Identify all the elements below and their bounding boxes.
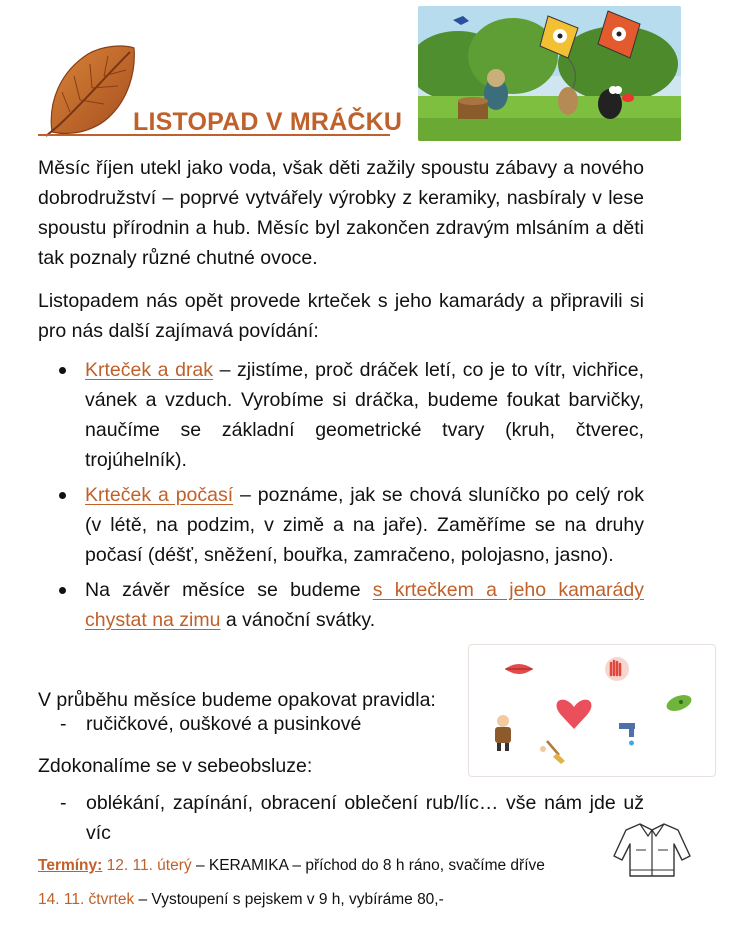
- link-chystat-na-zimu[interactable]: s krtečkem a jeho kamarády chystat na zimu: [85, 579, 644, 631]
- heart-icon: [557, 700, 592, 729]
- leaf-green-icon: [664, 692, 693, 714]
- bullet-dot: [59, 367, 66, 374]
- bullet-prefix: Na závěr měsíce se budeme: [85, 579, 373, 601]
- term-row-1: [38, 855, 545, 877]
- jacket-icon: [612, 820, 692, 878]
- link-krtecek-a-pocasi[interactable]: Krteček a počasí: [85, 484, 234, 506]
- second-paragraph: Listopadem nás opět provede krteček s jeho kamarády a připravili si pro nás další zajímavá povídání:: [38, 290, 644, 342]
- term-row-2: [38, 889, 444, 911]
- list-item: [38, 480, 644, 570]
- self-service-item-text: oblékání, zapínání, obracení oblečení rub/líc… vše nám jde už víc: [86, 792, 644, 844]
- bullet-text: – poznáme, jak se chová sluníčko po celý rok (v létě, na podzim, v zimě a na jaře). Zaměříme se na druhy počasí (déšť, sněžení, bouřka, zamračeno, polojasno, jasno).: [85, 484, 644, 566]
- rules-heading: V průběhu měsíce budeme opakovat pravidla:: [38, 689, 436, 711]
- list-item: [38, 575, 644, 635]
- term-date-1: 12. 11. úterý: [106, 857, 192, 874]
- dash-marker: -: [60, 792, 67, 814]
- broom-icon: [540, 741, 565, 764]
- rules-item-text: ručičkové, ouškové a pusinkové: [86, 713, 362, 735]
- term-date-2: 14. 11. čtvrtek: [38, 891, 135, 908]
- hand-icon: [605, 657, 629, 681]
- bullet-text: – zjistíme, proč dráček letí, co je to vítr, vichřice, vánek a vzduch. Vyrobíme si dráčka, budeme foukat barvičky, naučíme se základní geometrické tvary (kruh, čtverec, trojúhelník).: [85, 359, 644, 471]
- lips-icon: [505, 664, 533, 674]
- self-service-heading: Zdokonalíme se v sebeobsluze:: [38, 755, 313, 777]
- bullet-dot: [59, 492, 66, 499]
- term-text-2: – Vystoupení s pejskem v 9 h, vybíráme 80,-: [134, 891, 444, 908]
- mole-and-friends-illustration: [418, 6, 681, 141]
- intro-paragraph: Měsíc říjen utekl jako voda, však děti zažily spoustu zábavy a nového dobrodružství – poprvé vytvářely výrobky z keramiky, nasbíraly v lese spoustu přírodnin a hub. Měsíc byl zakončen zdravým mlsáním a děti tak poznaly různé chutné ovoce.: [38, 157, 644, 269]
- terms-label: Termíny:: [38, 857, 103, 874]
- list-item: [38, 355, 644, 475]
- child-icon: [495, 715, 511, 751]
- dash-marker: -: [60, 713, 67, 735]
- link-krtecek-a-drak[interactable]: Krteček a drak: [85, 359, 214, 381]
- activity-list: [38, 355, 644, 640]
- term-text-1: – KERAMIKA – příchod do 8 h ráno, svačíme dříve: [191, 857, 545, 874]
- tap-icon: [619, 723, 635, 746]
- self-service-item: [60, 788, 644, 848]
- rules-illustration: [468, 644, 716, 777]
- autumn-leaf-icon: [40, 42, 140, 138]
- bullet-dot: [59, 587, 66, 594]
- bullet-text: a vánoční svátky.: [220, 609, 376, 631]
- page-title: LISTOPAD V MRÁČKU: [133, 108, 403, 136]
